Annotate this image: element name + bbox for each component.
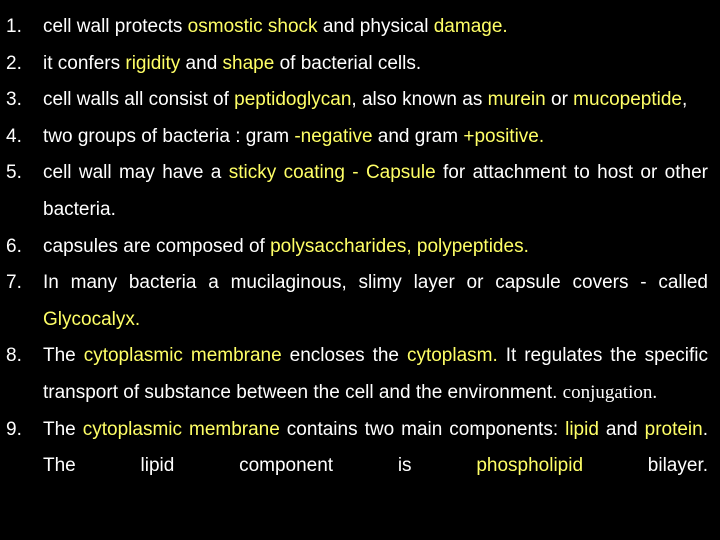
item-number: 1. [6,16,22,37]
list-item-5 [0,155,720,228]
highlight-text: Glycocalyx. [43,308,141,330]
item-number: 2. [6,52,22,74]
item-number: 5. [6,162,22,184]
highlight-text: murein [487,89,546,111]
highlight-text: polysaccharides, polypeptides. [270,235,529,257]
item-text: two groups of bacteria : gram [43,125,295,147]
highlight-text: mucopeptide [573,89,682,111]
item-number: 4. [6,125,22,147]
highlight-text: osmostic shock [187,16,318,37]
item-text: bilayer. [583,455,708,477]
item-text: and gram [372,125,464,147]
highlight-text: -negative [294,125,373,147]
item-number: 3. [6,89,22,111]
highlight-text: peptidoglycan [234,89,352,111]
item-text: The [43,418,83,440]
item-text: cell wall may have a [43,162,229,184]
list-item-7 [0,265,720,338]
item-text: for attachment to host or other bacteria. [43,162,708,220]
list-item-2 [0,46,720,83]
item-text: of bacterial cells. [274,52,422,74]
item-text: cell wall protects [43,16,188,37]
list-item-8 [0,338,720,411]
highlight-text: protein [644,418,703,440]
item-text: and [180,52,223,74]
item-text: . The lipid component is [43,418,709,477]
item-text: The [43,345,84,367]
item-text: it confers [43,52,126,74]
list-item-4 [0,119,720,156]
highlight-text: damage. [433,16,508,37]
item-text: cell walls all consist of [43,89,235,111]
list-item-9 [0,412,720,485]
item-text: capsules are composed of [43,235,271,257]
highlight-text: shape [222,52,275,74]
highlight-text: +positive. [463,125,545,147]
highlight-text: cytoplasmic membrane [82,418,280,440]
item-text: It regulates the specific transport of substance between the cell and the environment. [43,345,708,403]
highlight-text: rigidity [125,52,181,74]
highlight-text: sticky coating - Capsule [228,162,436,184]
item-text: or [545,89,574,111]
item-text: encloses the [281,345,407,367]
item-number: 6. [6,235,22,257]
list-item-1 [0,9,720,46]
highlight-text: cytoplasmic membrane [83,345,282,367]
item-text: and physical [317,16,434,37]
item-number: 9. [6,418,22,440]
item-text: contains two main components: [279,418,566,440]
highlight-text: cytoplasm. [406,345,498,367]
highlight-text: lipid [565,418,599,440]
item-text: , also known as [351,89,488,111]
item-number: 7. [6,272,22,294]
item-text: , [681,89,688,111]
item-number: 8. [6,345,22,367]
highlight-text: phospholipid [476,455,584,477]
list-item-3 [0,82,720,119]
serif-text: conjugation. [562,381,658,403]
item-text: In many bacteria a mucilaginous, slimy layer or capsule covers - called [43,272,708,294]
list-item-6 [0,229,720,266]
slide-content [0,9,720,485]
item-text: and [598,418,645,440]
